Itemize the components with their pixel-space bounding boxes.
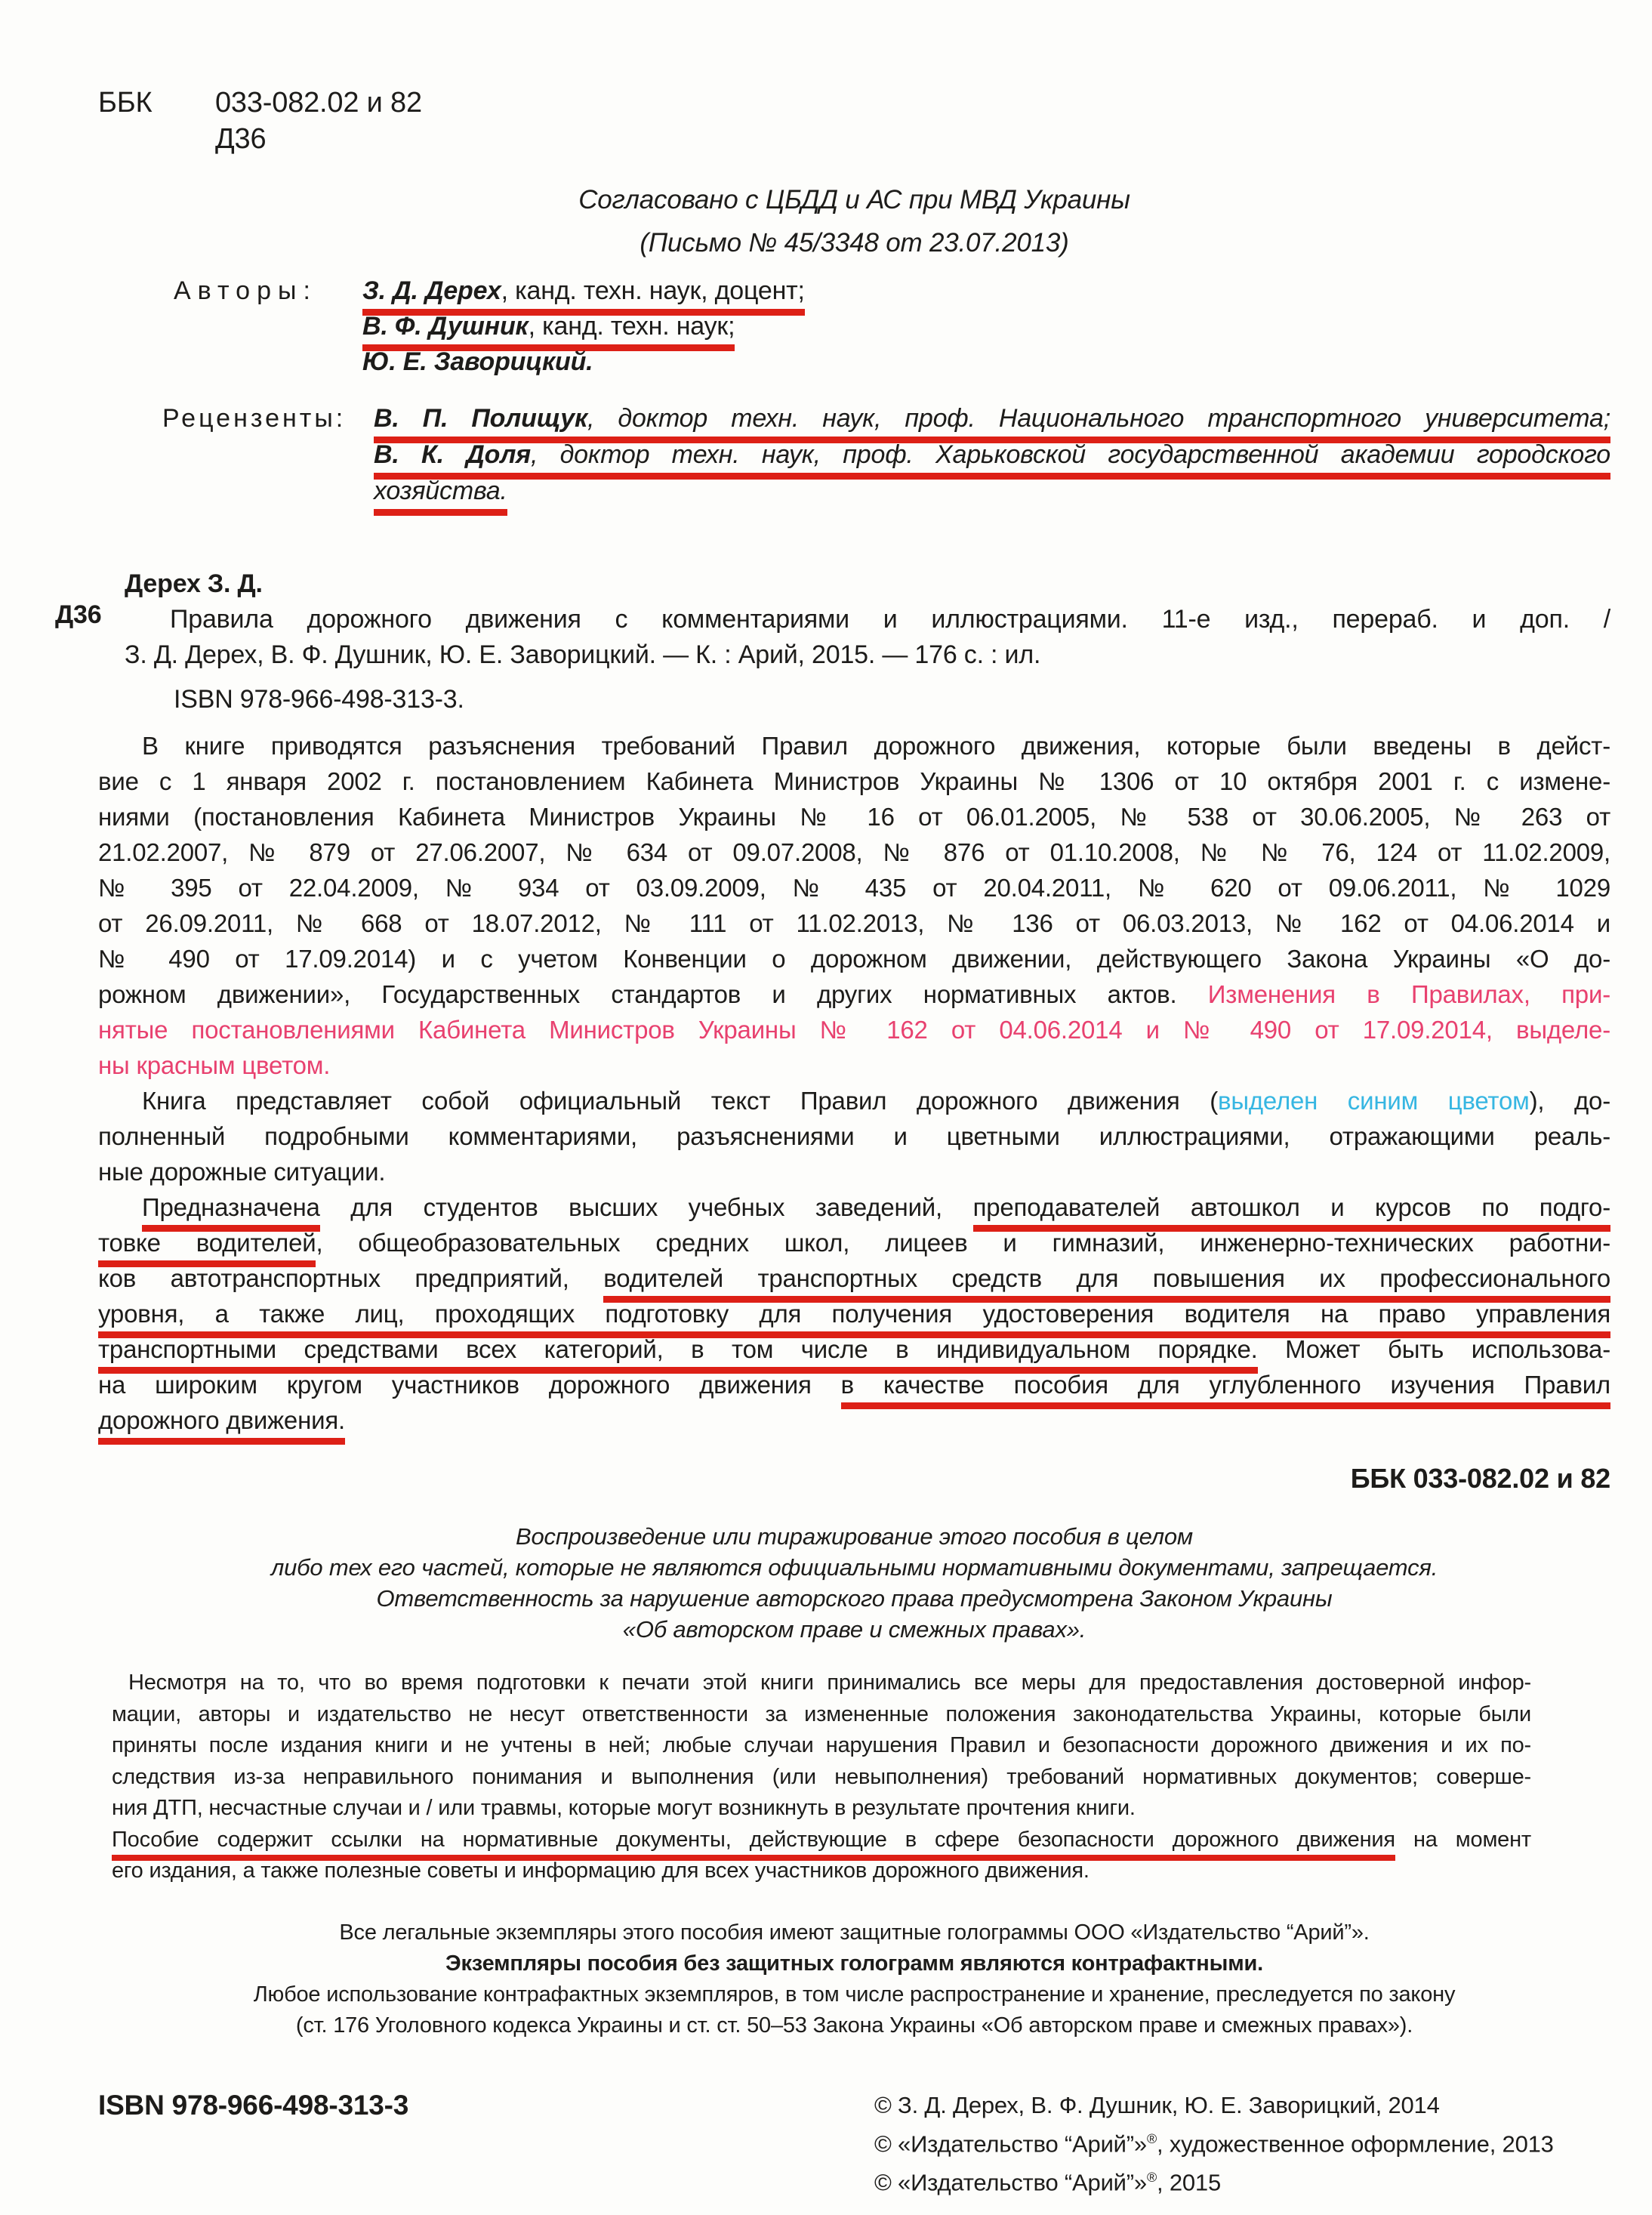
text-segment: , канд. техн. наук, доцент; <box>501 276 805 316</box>
annotation <box>98 728 1610 1438</box>
text-segment: ны красным цветом. <box>98 1051 331 1079</box>
text-line <box>362 273 1610 309</box>
text-segment: в качестве пособия для углубленного изучения Правил <box>841 1371 1610 1409</box>
bbk-author-code: Д36 <box>215 123 267 155</box>
text-segment: ния ДТП, несчастные случаи и / или травмы, которые могут возникнуть в результате прочтения книги. <box>112 1796 1136 1820</box>
text-line <box>374 400 1610 437</box>
header-bbk <box>98 85 1610 121</box>
text-segment: В книге приводятся разъяснения требований Правил дорожного движения, которые были введены в дейст- <box>142 732 1610 760</box>
text-line <box>98 976 1610 1012</box>
text-segment: Несмотря на то, что во время подготовки к печати этой книги принимались все меры для предоставления достоверной инфор- <box>128 1671 1531 1695</box>
text-line <box>98 1083 1610 1118</box>
text-line <box>98 1552 1610 1583</box>
text-segment: нятые постановлениями Кабинета Министров Украины № 162 от 04.06.2014 и № 490 от 17.09.2014, выделе- <box>98 1016 1610 1044</box>
text-line <box>98 1154 1610 1189</box>
text-line <box>874 2122 1610 2161</box>
text-segment: Любое использование контрафактных экземпляров, в том числе распространение и хранение, преследуется по закону <box>253 1982 1456 2007</box>
text-segment: ® <box>1146 2169 1157 2185</box>
text-segment: уровня, а также лиц, проходящих подготовку для получения удостоверения водителя на право управления <box>98 1300 1610 1338</box>
text-line <box>112 1793 1531 1825</box>
text-line <box>98 941 1610 976</box>
text-segment: от 26.09.2011, № 668 от 18.07.2012, № 111 от 11.02.2013, № 136 от 06.03.2013, № 162 от 04.06.2014 и <box>98 909 1610 937</box>
text-segment: ниями (постановления Кабинета Министров Украины № 16 от 06.01.2005, № 538 от 30.06.2005, № 263 от <box>98 803 1610 831</box>
text-line <box>874 2161 1610 2199</box>
text-line <box>98 1296 1610 1331</box>
text-segment: ные дорожные ситуации. <box>98 1158 386 1186</box>
text-line <box>98 1260 1610 1296</box>
text-line <box>98 2010 1610 2041</box>
text-line <box>125 637 1610 673</box>
reviewers-lines <box>374 400 1610 509</box>
text-segment: полненный подробными комментариями, разъяснениями и цветными иллюстрациями, отражающими реаль- <box>98 1122 1610 1150</box>
text-line <box>112 1730 1531 1762</box>
text-segment: транспортными средствами всех категорий, в том числе в индивидуальном порядке. <box>98 1335 1258 1374</box>
text-segment: водителей транспортных средств для повышения их профессионального <box>603 1264 1610 1303</box>
text-line <box>98 834 1610 870</box>
text-segment: либо тех его частей, которые не являются официальными нормативными документами, запрещается. <box>270 1554 1438 1581</box>
footer-isbn: ISBN 978-966-498-313-3 <box>98 2089 409 2121</box>
text-segment: , доктор техн. наук, проф. Харьковской государственной академии городского <box>531 440 1610 480</box>
text-segment: , канд. техн. наук; <box>529 312 735 351</box>
catalog-author-heading: Дерех З. Д. <box>125 569 263 598</box>
hologram-notice <box>98 1917 1610 2041</box>
text-line <box>98 1583 1610 1614</box>
text-segment: Все легальные экземпляры этого пособия имеют защитные голограммы ООО «Издательство “Арий”». <box>339 1920 1370 1945</box>
text-segment: Воспроизведение или тиражирование этого пособия в целом <box>516 1523 1193 1550</box>
text-segment: (Письмо № 45/3348 от 23.07.2013) <box>640 228 1069 258</box>
text-line <box>98 1189 1610 1225</box>
text-segment: дорожного движения. <box>98 1406 345 1445</box>
text-line <box>362 309 1610 344</box>
text-segment: «Об авторском праве и смежных правах». <box>622 1616 1086 1643</box>
text-segment: В. К. Доля <box>374 440 531 480</box>
text-line <box>98 1118 1610 1154</box>
text-segment: Ю. Е. Заворицкий. <box>362 347 593 376</box>
authors-label: Авторы: <box>174 276 317 305</box>
text-segment: , общеобразовательных средних школ, лицеев и гимназий, инженерно-технических работни- <box>316 1229 1610 1257</box>
approval-note <box>98 178 1610 264</box>
text-segment: 21.02.2007, № 879 от 27.06.2007, № 634 от 09.07.2008, № 876 от 01.10.2008, № № 76, 124 от 11.02.2009, <box>98 838 1610 866</box>
text-segment: Пособие содержит ссылки на нормативные документы, действующие в сфере безопасности дорожного движения <box>112 1828 1395 1861</box>
text-segment: № 395 от 22.04.2009, № 934 от 03.09.2009, № 435 от 20.04.2011, № 620 от 09.06.2011, № 1029 <box>98 874 1610 902</box>
text-segment: З. Д. Дерех, В. Ф. Душник, Ю. Е. Заворицкий. — К. : Арий, 2015. — 176 с. : ил. <box>125 640 1041 669</box>
text-line <box>98 764 1610 799</box>
text-segment: следствия из-за неправильного понимания и выполнения (или невыполнения) требований нормативных документов; соверше- <box>112 1764 1531 1789</box>
text-segment: Экземпляры пособия без защитных голограмм являются контрафактными. <box>445 1951 1263 1976</box>
text-segment: Правила дорожного движения с комментариями и иллюстрациями. 11-е изд., перераб. и доп. / <box>170 605 1610 634</box>
text-segment: Ответственность за нарушение авторского права предусмотрена Законом Украины <box>376 1585 1333 1612</box>
catalog-description <box>98 602 1610 673</box>
text-line <box>98 1331 1610 1367</box>
text-line <box>362 344 1610 380</box>
text-segment: для студентов высших учебных заведений, <box>319 1193 973 1221</box>
text-segment: хозяйства. <box>374 477 507 516</box>
text-line <box>98 1521 1610 1552</box>
catalog-entry <box>55 566 1610 717</box>
catalog-code: Д36 <box>55 600 102 629</box>
text-segment: Предназначена <box>142 1193 320 1232</box>
text-line <box>98 221 1610 264</box>
text-line <box>98 1367 1610 1402</box>
text-segment: ), до- <box>1529 1087 1610 1115</box>
text-line <box>98 1979 1610 2010</box>
text-line <box>98 1225 1610 1260</box>
text-line <box>98 870 1610 905</box>
text-line <box>98 1917 1610 1948</box>
text-line <box>98 1047 1610 1083</box>
text-segment: © «Издательство “Арий”» <box>874 2130 1147 2157</box>
text-segment: В. П. Полищук <box>374 404 587 443</box>
text-segment: © «Издательство “Арий”» <box>874 2169 1147 2196</box>
text-segment: на широким кругом участников дорожного движения <box>98 1371 841 1399</box>
text-segment: Может быть использова- <box>1257 1335 1610 1363</box>
catalog-isbn: ISBN 978-966-498-313-3. <box>174 685 464 714</box>
text-segment: , художественное оформление, 2013 <box>1157 2130 1554 2157</box>
text-line <box>112 1762 1531 1794</box>
text-line <box>98 728 1610 764</box>
text-segment: преподавателей автошкол и курсов по подго- <box>973 1193 1610 1232</box>
copyright-prohibition-notice <box>98 1521 1610 1645</box>
text-line <box>98 1012 1610 1047</box>
text-segment: № 490 от 17.09.2014) и с учетом Конвенции о дорожном движении, действующего Закона Украины «О до- <box>98 945 1610 973</box>
text-line <box>112 1667 1531 1699</box>
text-line <box>98 178 1610 221</box>
text-segment: (ст. 176 Уголовного кодекса Украины и ст. ст. 50–53 Закона Украины «Об авторском праве и смежных правах»). <box>295 2013 1413 2038</box>
text-line <box>98 799 1610 834</box>
disclaimer <box>112 1667 1531 1887</box>
bbk-value: 033-082.02 и 82 <box>215 87 422 119</box>
text-segment: мации, авторы и издательство не несут ответственности за измененные положения законодательства Украины, которые были <box>112 1701 1531 1726</box>
text-segment: приняты после издания книги и не учтены в ней; любые случаи нарушения Правил и безопасности дорожного движения и их по- <box>112 1733 1531 1757</box>
reviewers-block <box>162 400 1610 509</box>
text-segment: В. Ф. Душник <box>362 312 529 351</box>
text-line <box>874 2088 1610 2122</box>
reviewers-label: Рецензенты: <box>162 404 347 433</box>
text-line <box>98 1614 1610 1645</box>
text-segment: на момент <box>1395 1827 1532 1852</box>
text-line <box>374 437 1610 473</box>
text-segment: , доктор техн. наук, проф. Национального транспортного университета; <box>587 404 1610 443</box>
text-line <box>98 905 1610 941</box>
text-segment: ков автотранспортных предприятий, <box>98 1264 604 1292</box>
text-segment: З. Д. Дерех <box>362 276 501 316</box>
text-segment: выделен синим цветом <box>1218 1087 1530 1115</box>
footer <box>98 2088 1610 2200</box>
footer-copyrights <box>874 2088 1610 2200</box>
bbk-label: ББК <box>98 87 153 119</box>
text-segment: вие с 1 января 2002 г. постановлением Кабинета Министров Украины № 1306 от 10 октября 2001 г. с измене- <box>98 767 1610 795</box>
text-segment: Согласовано с ЦБДД и АС при МВД Украины <box>578 185 1130 214</box>
text-segment: рожном движении», Государственных стандартов и других нормативных актов. <box>98 980 1208 1008</box>
authors-lines <box>362 273 1610 380</box>
text-segment: его издания, а также полезные советы и информацию для всех участников дорожного движения. <box>112 1859 1090 1883</box>
authors-block <box>174 273 1610 380</box>
text-segment: ® <box>1146 2130 1157 2146</box>
text-segment: Книга представляет собой официальный текст Правил дорожного движения ( <box>142 1087 1218 1115</box>
text-line <box>112 1699 1531 1731</box>
text-segment: Изменения в Правилах, при- <box>1207 980 1610 1008</box>
text-segment: товке водителей <box>98 1229 316 1267</box>
text-line <box>98 1948 1610 1979</box>
text-segment: © З. Д. Дерех, В. Ф. Душник, Ю. Е. Заворицкий, 2014 <box>874 2091 1440 2118</box>
bbk-bottom: ББК 033-082.02 и 82 <box>1350 1463 1610 1494</box>
text-segment: , 2015 <box>1157 2169 1222 2196</box>
text-line <box>112 1825 1531 1856</box>
text-line <box>125 602 1610 637</box>
